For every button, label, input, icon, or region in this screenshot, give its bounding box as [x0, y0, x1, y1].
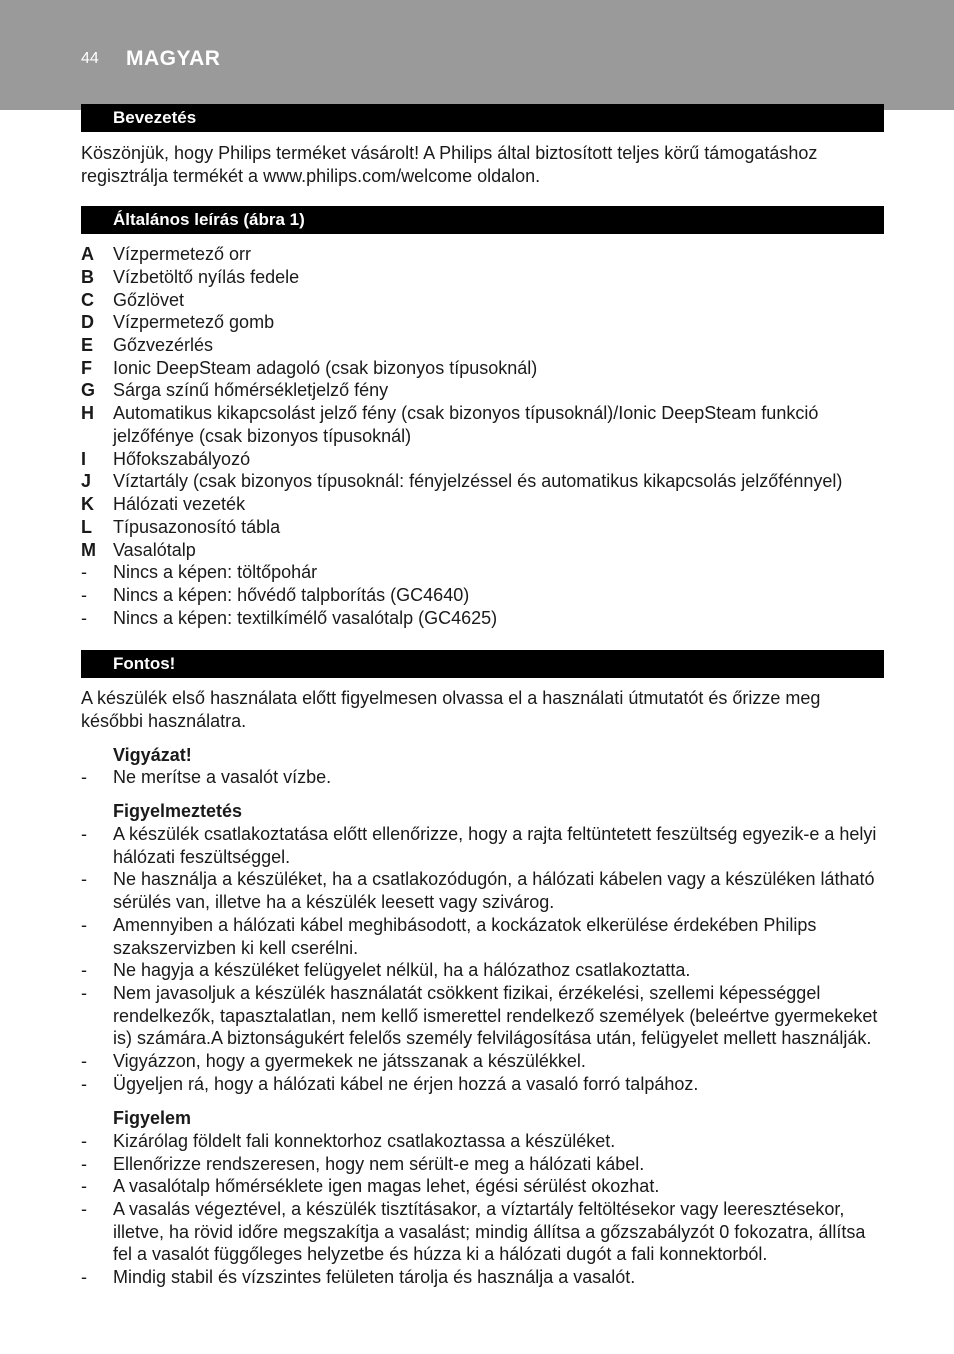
list-item: E Gőzvezérlés — [81, 335, 214, 355]
list-item: - Nem javasoljuk a készülék használatát csökkent fizikai, érzékelési, szellemi képességgel rendelkezők, tapasztalatlan, nem kellő ismerettel rendelkező személyek (beleértve gyermekeket is) számára.A biztonságukért felelős személy felvilágosítása után, felügyelet mellett használják. — [81, 983, 878, 1048]
list-item: M Vasalótalp — [81, 540, 196, 560]
list-item: - Ne használja a készüléket, ha a csatlakozódugón, a hálózati kábelen vagy a készüléken látható sérülés van, illetve ha a készülék leesett vagy szivárog. — [81, 869, 875, 912]
list-item: - Ügyeljen rá, hogy a hálózati kábel ne érjen hozzá a vasaló forró talpához. — [81, 1074, 699, 1094]
list-item: J Víztartály (csak bizonyos típusoknál: fényjelzéssel és automatikus kikapcsolás jelzőfénnyel) — [81, 471, 843, 491]
list-item: B Vízbetöltő nyílás fedele — [81, 267, 300, 287]
list-item: K Hálózati vezeték — [81, 494, 246, 514]
list-item: - Mindig stabil és vízszintes felületen tárolja és használja a vasalót. — [81, 1267, 636, 1287]
section-heading-intro: Bevezetés — [81, 104, 884, 132]
list-item: - Ne hagyja a készüléket felügyelet nélkül, ha a hálózathoz csatlakoztatta. — [81, 960, 691, 980]
language-title: MAGYAR — [126, 47, 221, 70]
section-heading-description: Általános leírás (ábra 1) — [81, 206, 884, 234]
list-item: - Nincs a képen: töltőpohár — [81, 562, 318, 582]
section-heading-important: Fontos! — [81, 650, 884, 678]
list-item: - A készülék csatlakoztatása előtt ellenőrizze, hogy a rajta feltüntetett feszültség egyezik-e a helyi hálózati feszültséggel. — [81, 824, 877, 867]
list-item: F Ionic DeepSteam adagoló (csak bizonyos típusoknál) — [81, 358, 538, 378]
list-item: H Automatikus kikapcsolást jelző fény (csak bizonyos típusoknál)/Ionic DeepSteam funkció jelzőfénye (csak bizonyos típusoknál) — [81, 403, 819, 446]
list-item: D Vízpermetező gomb — [81, 312, 275, 332]
list-item: - Nincs a képen: hővédő talpborítás (GC4640) — [81, 585, 470, 605]
list-item: - Kizárólag földelt fali konnektorhoz csatlakoztassa a készüléket. — [81, 1131, 616, 1151]
intro-paragraph: Köszönjük, hogy Philips terméket vásárolt! A Philips által biztosított teljes körű támogatáshoz regisztrálja termékét a www.philips.com/welcome oldalon. — [81, 143, 818, 186]
list-item: - A vasalás végeztével, a készülék tisztításakor, a víztartály feltöltésekor vagy leeresztésekor, illetve, ha rövid időre megszakítja a vasalást; mindig állítsa a gőzszabályzót 0 fokozatra, állítsa fel a vasalót függőleges helyzetbe és húzza ki a hálózati dugót a fali konnektorból. — [81, 1199, 866, 1264]
list-item: - Amennyiben a hálózati kábel meghibásodott, a kockázatok elkerülése érdekében Philips szakszervizben ki kell cserélni. — [81, 915, 817, 958]
page-number: 44 — [81, 50, 99, 67]
list-item: - Nincs a képen: textilkímélő vasalótalp (GC4625) — [81, 608, 498, 628]
page-header-bar — [0, 0, 954, 110]
list-item: - Ne merítse a vasalót vízbe. — [81, 767, 332, 787]
list-item: - Ellenőrizze rendszeresen, hogy nem sérült-e meg a hálózati kábel. — [81, 1154, 645, 1174]
list-item: - A vasalótalp hőmérséklete igen magas lehet, égési sérülést okozhat. — [81, 1176, 660, 1196]
important-intro-paragraph: A készülék első használata előtt figyelmesen olvassa el a használati útmutatót és őrizze meg későbbi használatra. — [81, 688, 821, 731]
danger-heading: Vigyázat! — [113, 745, 192, 765]
caution-heading: Figyelem — [113, 1108, 192, 1128]
list-item: G Sárga színű hőmérsékletjelző fény — [81, 380, 389, 400]
list-item: C Gőzlövet — [81, 290, 185, 310]
list-item: I Hőfokszabályozó — [81, 449, 251, 469]
list-item: L Típusazonosító tábla — [81, 517, 281, 537]
list-item: A Vízpermetező orr — [81, 244, 252, 264]
warning-heading: Figyelmeztetés — [113, 801, 243, 821]
list-item: - Vigyázzon, hogy a gyermekek ne játsszanak a készülékkel. — [81, 1051, 586, 1071]
